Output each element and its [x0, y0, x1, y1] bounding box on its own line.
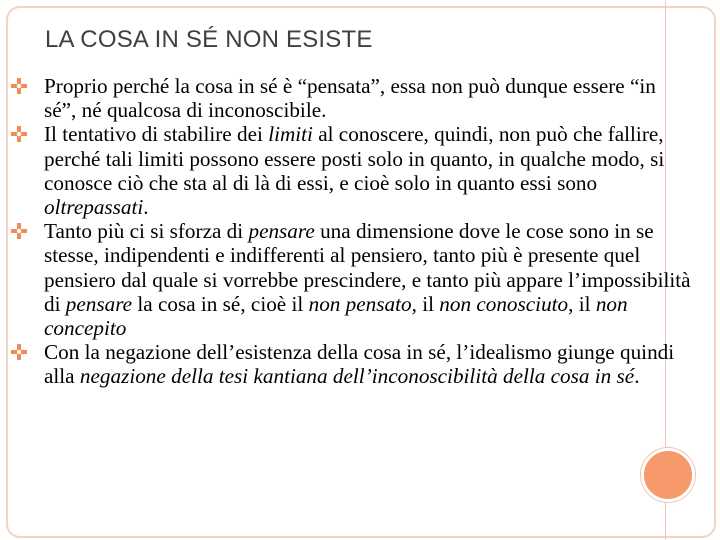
list-item: [44, 340, 692, 388]
italic-text: non pensato: [308, 291, 412, 316]
cross-bullet-icon: [11, 78, 27, 94]
text-segment: la cosa in sé, cioè il: [132, 291, 309, 316]
text-segment: una dimensione dove le cose sono in se stesse, indipendenti e indifferenti al pensiero, tanto più è presente quel pensiero dal quale si vorrebbe prescindere, e tanto più appare l’impossibilità di: [44, 219, 691, 316]
italic-text: negazione della tesi kantiana dell’inconoscibilità della cosa in sé: [79, 364, 635, 389]
text-segment: , il: [568, 291, 596, 316]
list-item: [44, 219, 692, 340]
text-segment: .: [634, 364, 640, 389]
list-item: [44, 74, 692, 122]
text-segment: .: [143, 195, 149, 220]
decorative-circle-icon: [641, 448, 695, 502]
text-segment: Con la negazione dell’esistenza della cosa in sé, l’idealismo giunge quindi alla: [44, 340, 675, 389]
text-segment: Il tentativo di stabilire dei: [44, 122, 269, 147]
italic-text: non concepito: [44, 291, 628, 341]
cross-bullet-icon: [11, 126, 27, 142]
text-segment: Tanto più ci si sforza di: [44, 219, 249, 244]
italic-text: limiti: [268, 122, 313, 147]
text-segment: Proprio perché la cosa in sé è “pensata”, essa non può dunque essere “in sé”, né qualcosa di inconoscibile.: [44, 74, 656, 123]
slide-title: LA COSA IN SÉ NON ESISTE: [45, 26, 373, 53]
text-segment: , il: [411, 291, 440, 316]
cross-bullet-icon: [11, 344, 27, 360]
bullet-list: [44, 74, 692, 389]
text-segment: al conoscere, quindi, non può che fallire, perché tali limiti possono essere posti solo in quanto, in qualche modo, si conosce ciò che sta al di là di essi, e cioè solo in quanto essi sono: [44, 122, 665, 195]
italic-text: non conosciuto: [439, 291, 569, 316]
italic-text: pensare: [65, 291, 133, 316]
italic-text: oltrepassati: [44, 195, 144, 220]
list-item: [44, 122, 692, 219]
cross-bullet-icon: [11, 223, 27, 239]
italic-text: pensare: [248, 219, 315, 244]
